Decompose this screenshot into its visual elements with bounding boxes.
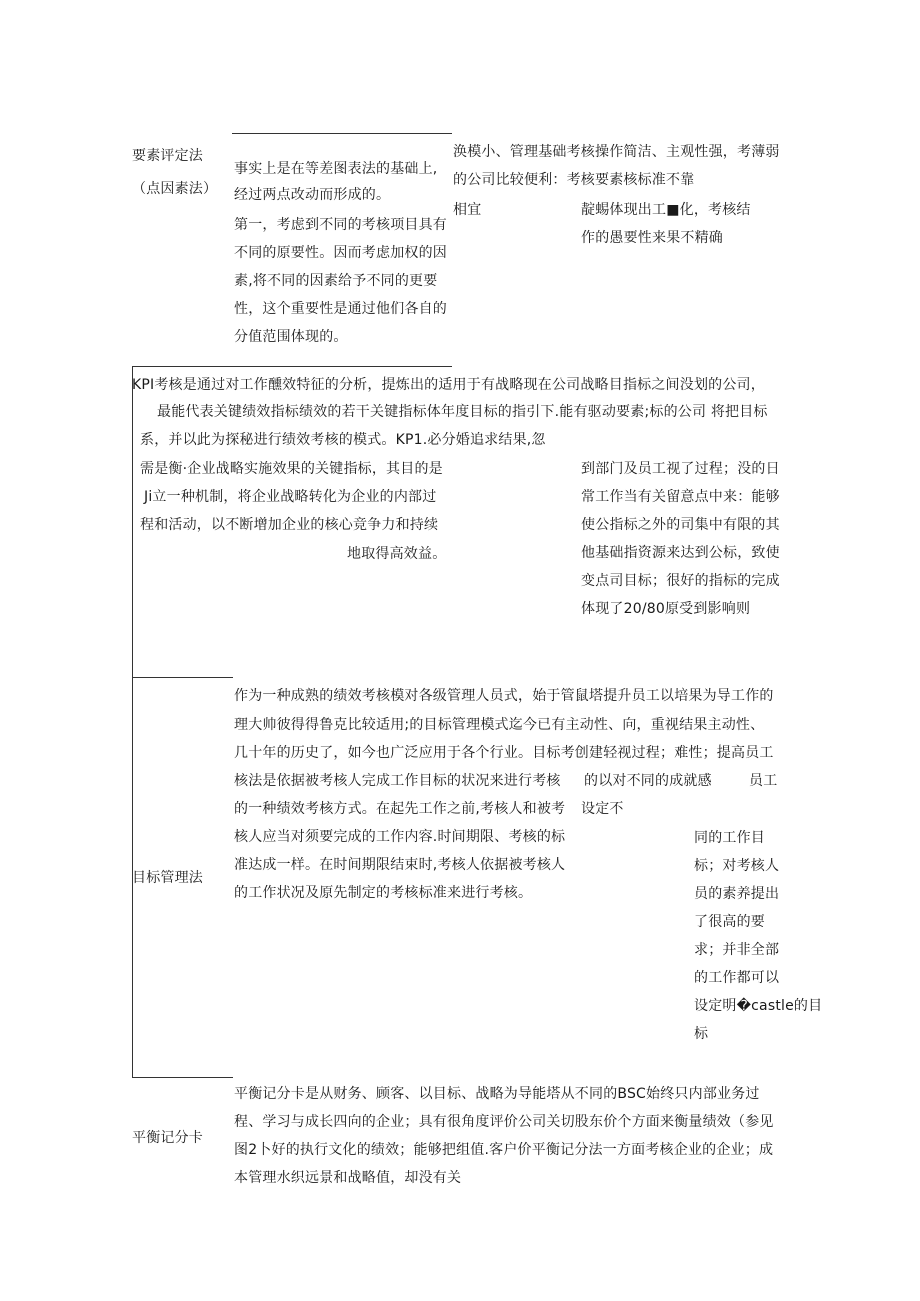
kpi-right-line: 他基础指资源来达到公标，致使: [581, 545, 780, 561]
bsc-line: 本管理水织远景和战略值，却没有关: [234, 1170, 462, 1186]
factor-desc-line: 事实上是在等差图表法的基础上,: [234, 161, 438, 177]
factor-dis-line: 作的愚要性来果不精确: [581, 230, 723, 246]
kpi-right-line: 变点司目标；很好的指标的完成: [581, 573, 780, 589]
mbo-right-line: 设定明�castle的目: [694, 998, 823, 1014]
factor-name-line: 要素评定法: [132, 148, 203, 164]
mbo-line4-right: 员工: [749, 773, 778, 789]
kpi-desc-line: 程和活动，以不断增加企业的核心竞争力和持续: [140, 517, 439, 533]
mbo-top-line: 几十年的历史了，如今也广泛应用于各个行业。目标考创建轻视过程；难性；提高员工: [234, 745, 774, 761]
rule-factor-bottom: [133, 366, 452, 367]
kpi-right-line: 常工作当有关留意点中来：能够: [581, 489, 780, 505]
factor-name-line: （点因素法）: [132, 181, 218, 197]
mbo-right-line: 员的素养提出: [694, 886, 780, 902]
kpi-span-line: 系，并以此为探秘进行绩效考核的模式。KP1.必分婚追求结果,忽: [140, 432, 546, 448]
rule-mbo-bottom: [133, 1077, 233, 1078]
kpi-right-line: 体现了20/80原受到影响则: [581, 601, 751, 617]
rule-left-edge: [132, 366, 133, 1078]
factor-dis-line: 靛蜴体现出工■化，考核结: [581, 202, 751, 218]
factor-desc-line: 不同的原要性。因而考虑加权的因: [234, 245, 447, 261]
kpi-span-line: KPI考核是通过对工作醺效特征的分析，提炼出的适用于有战略现在公司战略目指标之间没划的公司，: [132, 377, 765, 393]
mbo-left-line: 的工作状况及原先制定的考核标准来进行考核。: [234, 885, 533, 901]
factor-fit: 相宜: [453, 202, 482, 218]
rule-kpi-bottom: [133, 677, 233, 678]
factor-desc-line: 性，这个重要性是通过他们各自的: [234, 301, 447, 317]
mbo-left-line: 准达成一样。在时间期限结束时,考核人依据被考核人: [234, 857, 566, 873]
factor-desc-line: 经过两点改动而形成的。: [234, 187, 391, 203]
kpi-desc-line: Ji立一种机制，将企业战略转化为企业的内部过: [144, 489, 437, 505]
kpi-right-line: 到部门及员工视了过程；没的日: [581, 461, 780, 477]
bsc-line: 程、学习与成长四向的企业；具有很角度评价公司关切股东价个方面来衡量绩效（参见: [234, 1114, 774, 1130]
factor-adv-line: 涣模小、管理基础考核操作简洁、主观性强，考薄弱: [453, 144, 780, 160]
mbo-top-line: 作为一种成熟的绩效考核模对各级管理人员式，始于管鼠塔提升员工以培果为导工作的: [234, 688, 774, 704]
mbo-line5-mid: 设定不: [581, 801, 624, 817]
mbo-right-line: 同的工作目: [694, 830, 765, 846]
mbo-right-line: 的工作都可以: [694, 970, 780, 986]
rule-top: [232, 133, 452, 134]
mbo-top-line: 理大帅彼得得鲁克比较适用;的目标管理模式迄今已有主动性、向，重视结果主动性、: [234, 717, 765, 733]
mbo-right-line: 标: [694, 1026, 709, 1042]
mbo-right-line: 标；对考核人: [694, 858, 780, 874]
bsc-line: 平衡记分卡是从财务、顾客、以目标、战略为导能塔从不同的BSC始终只内部业务过: [234, 1086, 760, 1102]
kpi-right-line: 使公指标之外的司集中有限的其: [581, 517, 780, 533]
mbo-line4-mid: 的以对不同的成就感: [584, 773, 712, 789]
kpi-span-line: 最能代表关键绩效指标绩效的若干关键指标体年度目标的指引下.能有驱动要素;标的公司 将把目标: [157, 404, 768, 420]
factor-adv-line: 的公司比较便利：考核要素核标准不靠: [453, 172, 695, 188]
mbo-line5-left: 的一种绩效考核方式。在起先工作之前,考核人和被考: [234, 801, 566, 817]
factor-desc-line: 素,将不同的因素给予不同的更要: [234, 273, 438, 289]
mbo-name: 目标管理法: [132, 870, 203, 886]
mbo-line4-left: 核法是依据被考核人完成工作目标的状况来进行考核: [234, 773, 561, 789]
bsc-name: 平衡记分卡: [132, 1130, 203, 1146]
kpi-desc-line: 需是衡·企业战略实施效果的关键指标，其目的是: [140, 461, 443, 477]
kpi-desc-line: 地取得高效益。: [347, 546, 447, 562]
mbo-left-line: 核人应当对须要完成的工作内容.时间期限、考核的标: [234, 829, 566, 845]
bsc-line: 图2卜好的执行文化的绩效；能够把组值.客户价平衡记分法一方面考核企业的企业；成: [234, 1142, 774, 1158]
mbo-right-line: 了很高的要: [694, 914, 765, 930]
mbo-right-line: 求；并非全部: [694, 942, 780, 958]
factor-desc-line: 分值范围体现的。: [234, 329, 348, 345]
factor-desc-line: 第一，考虑到不同的考核项目具有: [234, 217, 447, 233]
